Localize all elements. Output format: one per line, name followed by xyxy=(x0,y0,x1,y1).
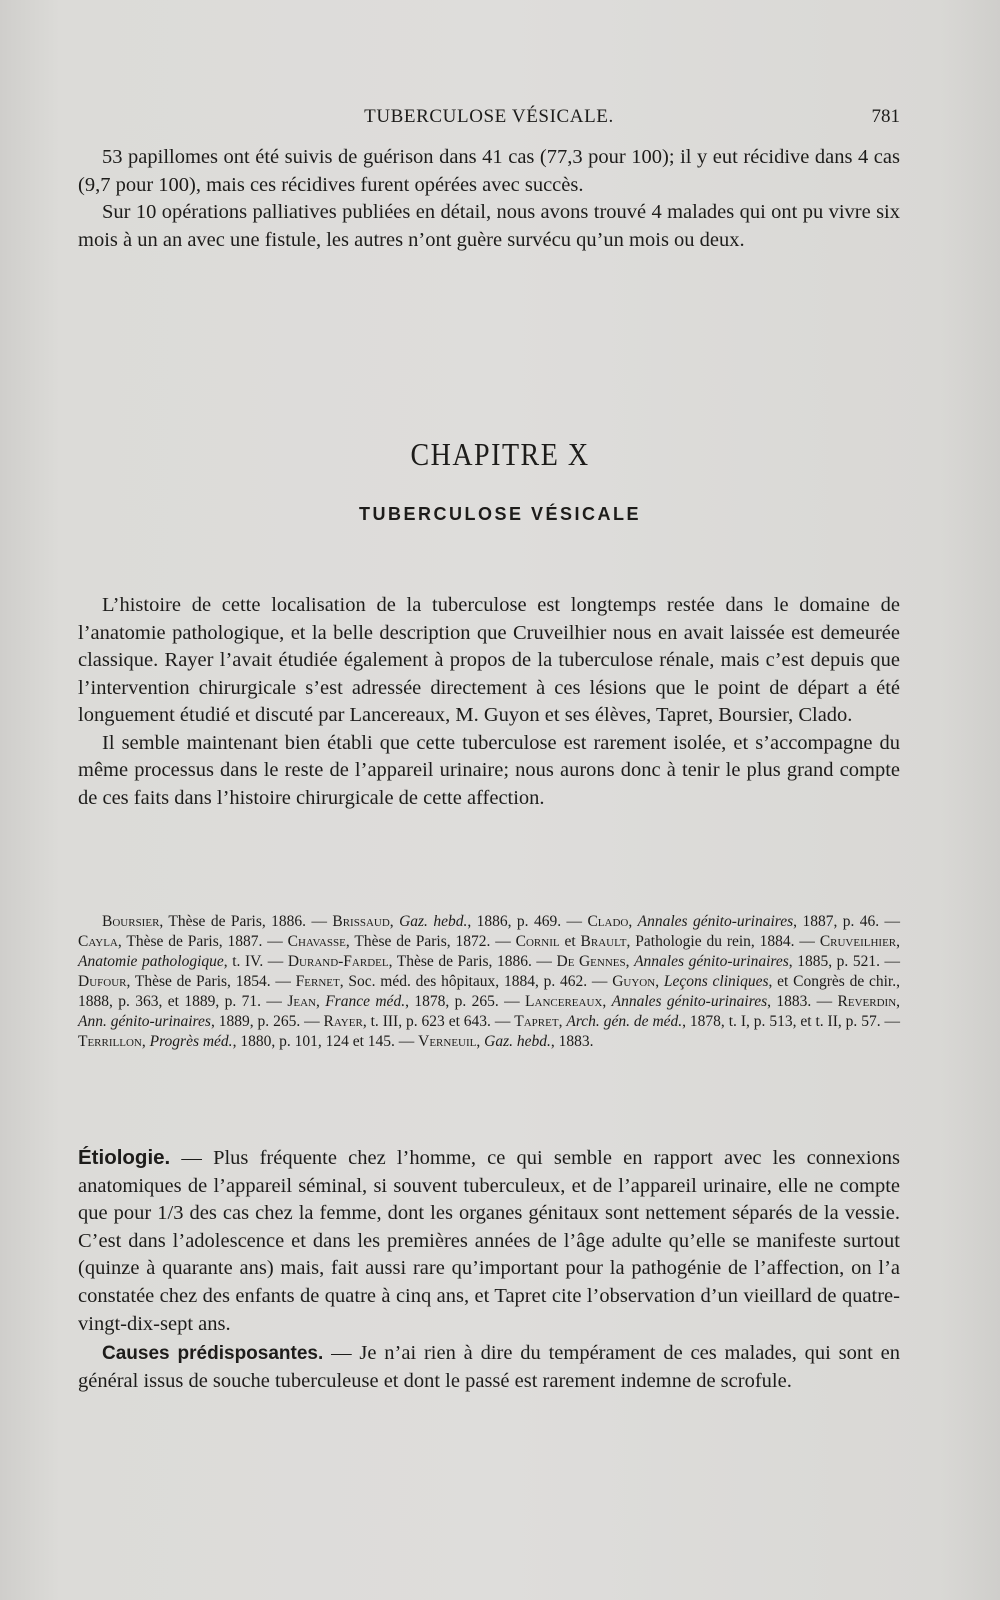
chapter-body xyxy=(78,592,900,812)
bib-text: , 1880, p. 101, 124 et 145. — xyxy=(232,1033,419,1050)
bib-author: Rayer xyxy=(323,1013,363,1030)
bib-author: Jean xyxy=(287,993,316,1010)
intro-paragraph: 53 papillomes ont été suivis de guérison dans 41 cas (77,3 pour 100); il y eut récidive dans 4 cas (9,7 pour 100), mais ces récidives furent opérées avec succès. xyxy=(78,146,900,196)
bib-text: , xyxy=(625,953,635,970)
body-paragraph: L’histoire de cette localisation de la tuberculose est longtemps restée dans le domaine de l’anatomie pathologique, et la belle description que Cruveilhier nous en avait laissée est demeurée classique. Rayer l’avait étudiée également à propos de la tuberculose rénale, mais c’est depuis que l’intervention chirurgicale s’est adressée directement à ces lésions que le point de départ a été longuement étudié et discuté par Lancereaux, M. Guyon et ses élèves, Tapret, Boursier, Clado. xyxy=(78,594,900,726)
bib-text: , et Congrès de chir., 1888, p. 363, et 1889, p. 71. — xyxy=(78,973,900,1010)
bib-title: Leçons cliniques xyxy=(663,973,769,990)
bib-text: , xyxy=(476,1033,485,1050)
bib-text: , 1889, p. 265. — xyxy=(210,1013,324,1030)
bib-author: Cornil xyxy=(515,933,560,950)
bib-title: Annales génito-urinaires xyxy=(637,913,794,930)
bib-text: , Thèse de Paris, 1886. — xyxy=(388,953,557,970)
bib-author: Cayla xyxy=(78,933,118,950)
bib-text: , xyxy=(558,1013,567,1030)
etiology-text: — Plus fréquente chez l’homme, ce qui semble en rapport avec les connexions anatomiques de l’appareil séminal, si souvent tuberculeux, et de l’appareil urinaire, elle ne compte que pour 1/3 des cas chez la femme, dont les organes génitaux sont nettement séparés de la vessie. C’est dans l’adolescence et dans les premières années de l’âge adulte qu’elle se manifeste surtout (quinze à quarante ans) mais, fait aussi rare qu’important pour la pathogénie de l’affection, on l’a constatée chez des enfants de quatre à cinq ans, et Tapret cite l’observation d’un vieillard de quatre-vingt-dix-sept ans. xyxy=(78,1147,900,1335)
bib-title: Progrès méd. xyxy=(149,1033,233,1050)
bib-text: , xyxy=(141,1033,150,1050)
body-paragraph: Il semble maintenant bien établi que cette tuberculose est rarement isolée, et s’accompagne du même processus dans le reste de l’appareil urinaire; nous aurons donc à tenir le plus grand compte de ces faits dans l’histoire chirurgicale de cette affection. xyxy=(78,731,900,809)
bib-text: , 1878, p. 265. — xyxy=(405,993,526,1010)
etiology-paragraph xyxy=(78,1144,900,1338)
bib-author: Verneuil xyxy=(418,1033,477,1050)
causes-text: — Je n’ai rien à dire du tempérament de ces malades, qui sont en général issus de souche tuberculeuse et dont le passé est rarement indemne de scrofule. xyxy=(78,1342,900,1392)
bib-title: Ann. génito-urinaires xyxy=(78,1013,211,1030)
intro-paragraph: Sur 10 opérations palliatives publiées en détail, nous avons trouvé 4 malades qui ont pu vivre six mois à un an avec une fistule, les autres n’ont guère survécu qu’un mois ou deux. xyxy=(78,201,900,251)
bib-author: Tapret xyxy=(514,1013,559,1030)
bib-author: Brissaud xyxy=(332,913,390,930)
chapter-title: CHAPITRE X xyxy=(410,437,590,474)
bib-text: , Thèse de Paris, 1872. — xyxy=(345,933,516,950)
running-title: TUBERCULOSE VÉSICALE. xyxy=(364,106,614,127)
bib-title: Arch. gén. de méd. xyxy=(566,1013,683,1030)
bib-text: , t. IV. — xyxy=(223,953,288,970)
bib-text: , xyxy=(602,993,612,1010)
bib-text: et xyxy=(559,933,581,950)
bib-author: Reverdin xyxy=(837,993,897,1010)
bibliography-paragraph xyxy=(78,912,900,1052)
bib-text: , 1883. xyxy=(550,1033,594,1050)
bib-title: Gaz. hebd. xyxy=(399,913,468,930)
bib-title: Annales génito-urinaires xyxy=(611,993,768,1010)
bib-text: , 1883. — xyxy=(767,993,838,1010)
bib-author: Dufour xyxy=(78,973,127,990)
bib-text: , xyxy=(389,913,400,930)
bib-text: , xyxy=(628,913,638,930)
bib-text: , Pathologie du rein, 1884. — xyxy=(626,933,820,950)
bib-text: , xyxy=(315,993,326,1010)
bib-text: , Thèse de Paris, 1887. — xyxy=(117,933,288,950)
bib-author: De Gennes xyxy=(556,953,626,970)
bib-text: , 1887, p. 46. — xyxy=(793,913,901,930)
causes-heading: Causes prédisposantes. xyxy=(102,1343,324,1365)
bib-author: Chavasse xyxy=(287,933,346,950)
bib-author: Durand-Fardel xyxy=(287,953,389,970)
chapter-subtitle: TUBERCULOSE VÉSICALE xyxy=(358,504,642,524)
bib-text: , xyxy=(655,973,664,990)
bib-author: Brault xyxy=(580,933,627,950)
page-number: 781 xyxy=(871,106,900,127)
bib-text: , 1886, p. 469. — xyxy=(467,913,588,930)
page-header xyxy=(78,106,900,134)
bib-text: , 1878, t. I, p. 513, et t. II, p. 57. — xyxy=(682,1013,901,1030)
bibliography xyxy=(78,912,900,1052)
intro-text xyxy=(78,144,900,254)
bib-author: Terrillon xyxy=(78,1033,142,1050)
bib-text: , t. III, p. 623 et 643. — xyxy=(362,1013,515,1030)
bib-author: Cruveilhier xyxy=(819,933,897,950)
etiology-heading: Étiologie. xyxy=(78,1146,171,1169)
bib-text: , Soc. méd. des hôpitaux, 1884, p. 462. — xyxy=(339,973,613,990)
bib-author: Clado xyxy=(587,913,629,930)
bib-author: Boursier xyxy=(102,913,160,930)
bib-title: Annales génito-urinaires xyxy=(634,953,789,970)
bib-title: France méd. xyxy=(325,993,406,1010)
bib-author: Lancereaux xyxy=(525,993,603,1010)
bib-author: Guyon xyxy=(612,973,656,990)
causes-paragraph xyxy=(78,1340,900,1395)
bib-title: Gaz. hebd. xyxy=(484,1033,551,1050)
bib-text: , xyxy=(896,933,901,950)
bib-text: , xyxy=(896,993,901,1010)
etiology-section xyxy=(78,1144,900,1397)
bib-text: , Thèse de Paris, 1854. — xyxy=(126,973,296,990)
bib-author: Fernet xyxy=(295,973,340,990)
bib-text: , Thèse de Paris, 1886. — xyxy=(159,913,333,930)
bib-text: , 1885, p. 521. — xyxy=(788,953,901,970)
bib-title: Anatomie pathologique xyxy=(78,953,224,970)
